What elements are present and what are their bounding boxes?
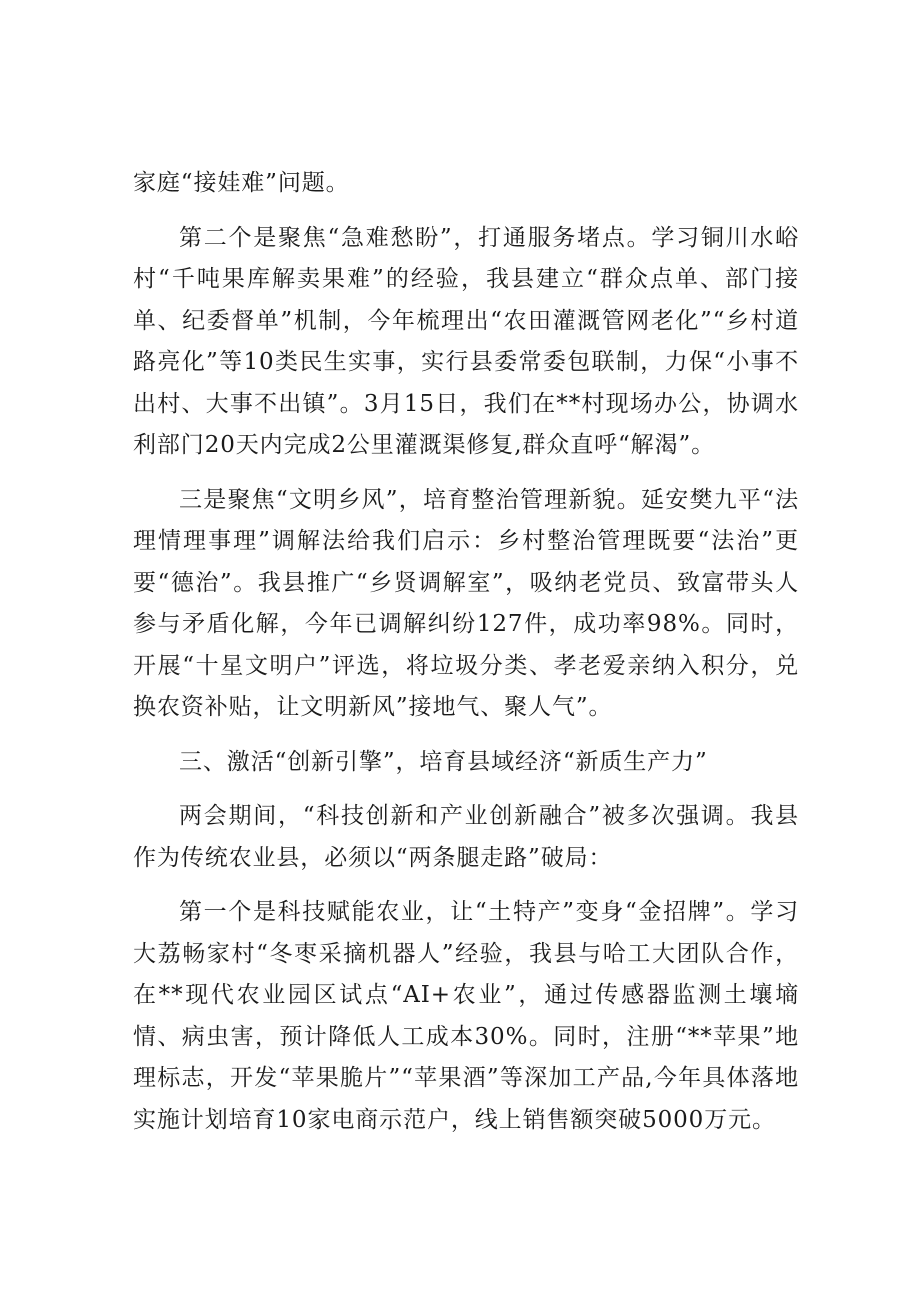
paragraph-tech-agriculture: 第一个是科技赋能农业，让“土特产”变身“金招牌”。学习大荔畅家村“冬枣采摘机器人”经验，我县与哈工大团队合作，在**现代农业园区试点“AI+农业”，通过传感器监测土壤墒情、病虫害，预计降低人工成本30%。同时，注册“**苹果”地理标志，开发“苹果脆片”“苹果酒”等深加工产品,今年具体落地实施计划培育10家电商示范户，线上销售额突破5000万元。 [133, 899, 799, 1133]
paragraph-continuation: 家庭“接娃难”问题。 [133, 170, 350, 196]
paragraph-civilized-customs: 三是聚焦“文明乡风”，培育整治管理新貌。延安樊九平“法理情理事理”调解法给我们启示：乡村整治管理既要“法治”更要“德治”。我县推广“乡贤调解室”，吸纳老党员、致富带头人参与矛盾化解，今年已调解纠纷127件，成功率98%。同时，开展“十星文明户”评选，将垃圾分类、孝老爱亲纳入积分，兑换农资补贴，让文明新风”接地气、聚人气”。 [133, 486, 799, 720]
section-heading-innovation: 三、激活“创新引擎”，培育县域经济“新质生产力” [179, 748, 708, 775]
paragraph-service-bottleneck: 第二个是聚焦“急难愁盼”，打通服务堵点。学习铜川水峪村“千吨果库解卖果难”的经验，我县建立“群众点单、部门接单、纪委督单”机制，今年梳理出“农田灌溉管网老化”“乡村道路亮化”等10类民生实事，实行县委常委包联制，力保“小事不出村、大事不出镇”。3月15日，我们在**村现场办公，协调水利部门20天内完成2公里灌溉渠修复,群众直呼“解渴”。 [133, 224, 799, 458]
document-body [133, 163, 799, 1141]
paragraph-two-sessions: 两会期间，“科技创新和产业创新融合”被多次强调。我县作为传统农业县，必须以“两条腿走路”破局： [133, 803, 799, 871]
